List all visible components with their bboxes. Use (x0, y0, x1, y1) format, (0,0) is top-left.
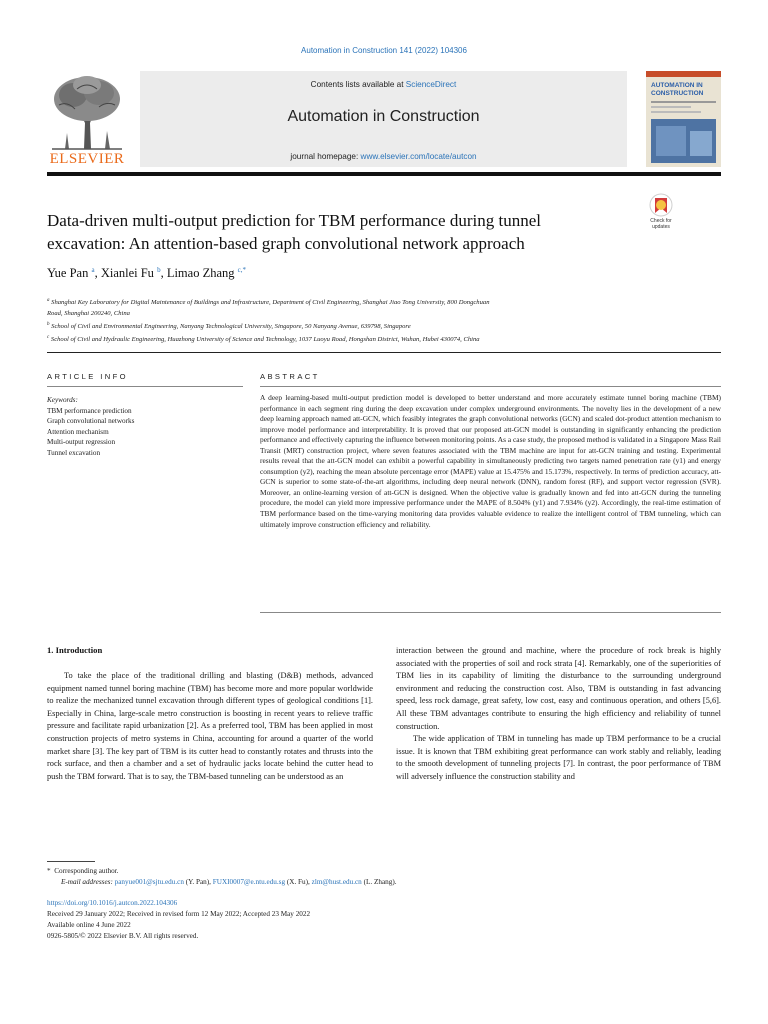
body-paragraph: To take the place of the traditional drilling and blasting (D&B) methods, advanced equipment named tunnel boring machine (TBM) has become more and more popular worldwide to realize the mechanized tunnel excavation through different types of geological conditions [1]. Especially in China, large-scale metro construction is boosting in recent years to relieve traffic pressure and facilitate rapid urbanization [2]. As a preferred tool, TBM has been applied in most construction projects of metro systems in China, accounting for around a quarter of the world market share [3]. The key part of TBM is its cutter head to constantly rotates and thrusts into the rock surface, and then a chamber and a set of hydraulic jacks locate behind the cutter head to push the TBM forward. That is to say, the TBM-based tunneling can be understood as an (47, 671, 373, 781)
email-owner: (X. Fu), (285, 878, 312, 886)
doi-link[interactable]: https://doi.org/10.1016/j.autcon.2022.104306 (47, 899, 178, 907)
abstract-heading: ABSTRACT (260, 372, 320, 381)
affiliation-item (47, 308, 727, 319)
author-affiliation-mark[interactable]: a (91, 266, 95, 274)
homepage-prefix: journal homepage: (290, 152, 361, 161)
author-affiliation-mark[interactable]: b (157, 266, 161, 274)
affiliation-item (47, 295, 727, 308)
cover-title-line2: CONSTRUCTION (651, 90, 704, 97)
email-link[interactable]: zlm@hust.edu.cn (311, 878, 362, 886)
email-owner: (L. Zhang). (361, 878, 397, 886)
header-divider (47, 172, 721, 176)
check-for-updates-badge[interactable] (646, 192, 676, 230)
footnotes (47, 866, 721, 888)
email-owner: (Y. Pan), (183, 878, 213, 886)
affiliation-item (47, 332, 727, 345)
publication-info (47, 898, 721, 942)
abstract-divider (260, 386, 721, 387)
section-divider (47, 352, 721, 353)
article-title (47, 209, 637, 255)
affiliation-mark: a (47, 298, 50, 303)
available-online-date: Available online 4 June 2022 (47, 921, 131, 929)
article-title-line-1: Data-driven multi-output prediction for TBM performance during tunnel (47, 211, 541, 230)
email-label: E-mail addresses: (61, 878, 113, 886)
journal-name: Automation in Construction (287, 108, 480, 125)
cover-title-line1: AUTOMATION IN (651, 82, 703, 89)
corresponding-author-note (47, 866, 721, 877)
received-dates: Received 29 January 2022; Received in revised form 12 May 2022; Accepted 23 May 2022 (47, 910, 311, 918)
keyword-item: Multi-output regression (47, 438, 116, 446)
author-affiliation-mark[interactable]: c,* (237, 266, 246, 274)
email-link[interactable]: panyue001@sjtu.edu.cn (114, 878, 184, 886)
body-column-right (396, 645, 721, 784)
body-paragraph: The wide application of TBM in tunneling has made up TBM performance to be a crucial issue. It is known that TBM exhibiting great performance can work stably and reliably, leading to the smooth development of tunneling projects [7]. In contrast, the poor performance of TBM will adversely influence the construction stability and (396, 734, 721, 781)
keyword-item: Attention mechanism (47, 427, 109, 436)
journal-homepage-link[interactable]: www.elsevier.com/locate/autcon (360, 152, 477, 161)
journal-homepage-line (140, 152, 627, 161)
body-column-left (47, 670, 373, 783)
contents-prefix: Contents lists available at (310, 80, 406, 89)
email-addresses (47, 877, 721, 888)
check-updates-line1: Check for (650, 218, 672, 224)
affiliation-mark: c (47, 335, 50, 341)
keyword-item: Tunnel excavation (47, 448, 101, 457)
keywords-label: Keywords: (47, 396, 78, 404)
affiliation-item (47, 319, 727, 332)
sciencedirect-link[interactable]: ScienceDirect (405, 80, 457, 89)
affiliation-text: Road, Shanghai 200240, China (47, 310, 130, 318)
body-paragraph: interaction between the ground and machine, where the procedure of rock break is highly associated with the properties of soil and rock strata [4]. Remarkably, one of the superiorities of TBM lies in its capability of limiting the disturbance to the surrounding underground environment and reducing the construction cost. Also, TBM is outstanding in fast advancing speed, less rock damage, great safety, low cost, easy and continuous operation, and others [5,6]. All these TBM advantages contribute to ensuring the high efficiency and reliability of tunnel construction. (396, 646, 721, 731)
affiliations (47, 295, 727, 346)
article-title-line-2: excavation: An attention-based graph convolutional network approach (47, 234, 525, 253)
journal-reference-link[interactable]: Automation in Construction 141 (2022) 104306 (301, 46, 467, 55)
article-info-heading: ARTICLE INFO (47, 372, 128, 381)
affiliation-text: School of Civil and Hydraulic Engineering, Huazhong University of Science and Technology, 1037 Luoyu Road, Hongshan District, Wuhan, Hubei 430074, China (50, 336, 480, 344)
journal-cover-image[interactable] (646, 71, 721, 167)
keywords-block (47, 395, 243, 458)
affiliation-mark: b (47, 322, 50, 328)
keyword-item: Graph convolutional networks (47, 417, 135, 425)
abstract-text: A deep learning-based multi-output prediction model is developed to better understand and more accurately estimate tunnel boring machine (TBM) performance in each segment ring during the deep excavation under complex underground environments. The novelty lies in the development of a new deep learning approach named att-GCN, which feasibly integrates the graph convolutional networks (GCN) and scaled dot-product attention mechanism to improve model performance and interpretability. It is proved that our proposed att-GCN model is outstanding in significantly enhancing the prediction performance and effectively capturing the influence between monitoring points. As a case study, the proposed method is validated in a Singapore Mass Rail Transit (MRT) construction project, where seven features associated with the TBM machine are input for att-GCN training and testing. Experimental results reveal that the att-GCN model can exhibit a powerful capability in simultaneously predicting two targets named penetration rate (y1) and energy consumption (y2), reaching the mean absolute percentage error (MAPE) value at 15.475% and 15.173%, respectively. In terms of prediction accuracy, att-GCN is superior to some state-of-the-art algorithms, including deep neural network (DNN), random forest (RF), and support vector regression (SVR). Moreover, an online-learning version of att-GCN is designed. When the objective value is gradually known and fed into att-GCN during the tunneling procedure, the model can yield more impressive performance under the MAPE of 8.504% (y1) and 7.934% (y2). Accordingly, the real-time estimation of TBM performance based on the time-varying monitoring data provides valuable evidence to realize the intelligent control of TBM tunneling, which can ultimately improve construction efficiency and reliability. (260, 393, 721, 529)
contents-available-line (140, 80, 627, 89)
author-name[interactable]: Xianlei Fu (100, 266, 154, 281)
introduction-heading: 1. Introduction (47, 645, 103, 655)
keyword-item: TBM performance prediction (47, 406, 132, 415)
copyright-notice: 0926-5805/© 2022 Elsevier B.V. All rights reserved. (47, 932, 199, 940)
footnote-divider (47, 861, 95, 862)
affiliation-text: Shanghai Key Laboratory for Digital Maintenance of Buildings and Infrastructure, Department of Civil Engineering, Shanghai Jiao Tong University, 800 Dongchuan (51, 299, 490, 307)
affiliation-text: School of Civil and Environmental Engineering, Nanyang Technological University, Singapore, 50 Nanyang Avenue, 639798, Singapore (51, 323, 411, 331)
article-info-divider (47, 386, 243, 387)
corresponding-mark: * (47, 867, 51, 875)
check-updates-line2: updates (652, 224, 670, 230)
email-link[interactable]: FUXI0007@e.ntu.edu.sg (212, 878, 286, 886)
elsevier-wordmark: ELSEVIER (49, 151, 125, 167)
author-name[interactable]: Yue Pan (47, 266, 89, 281)
corresponding-author-text: Corresponding author. (54, 867, 119, 875)
abstract-bottom-divider (260, 612, 721, 613)
author-name[interactable]: Limao Zhang (166, 266, 235, 281)
author-list: Yue Pan $^a$, Xianlei Fu $^b$, Limao Zhang $^{c,*}$ (47, 266, 246, 281)
